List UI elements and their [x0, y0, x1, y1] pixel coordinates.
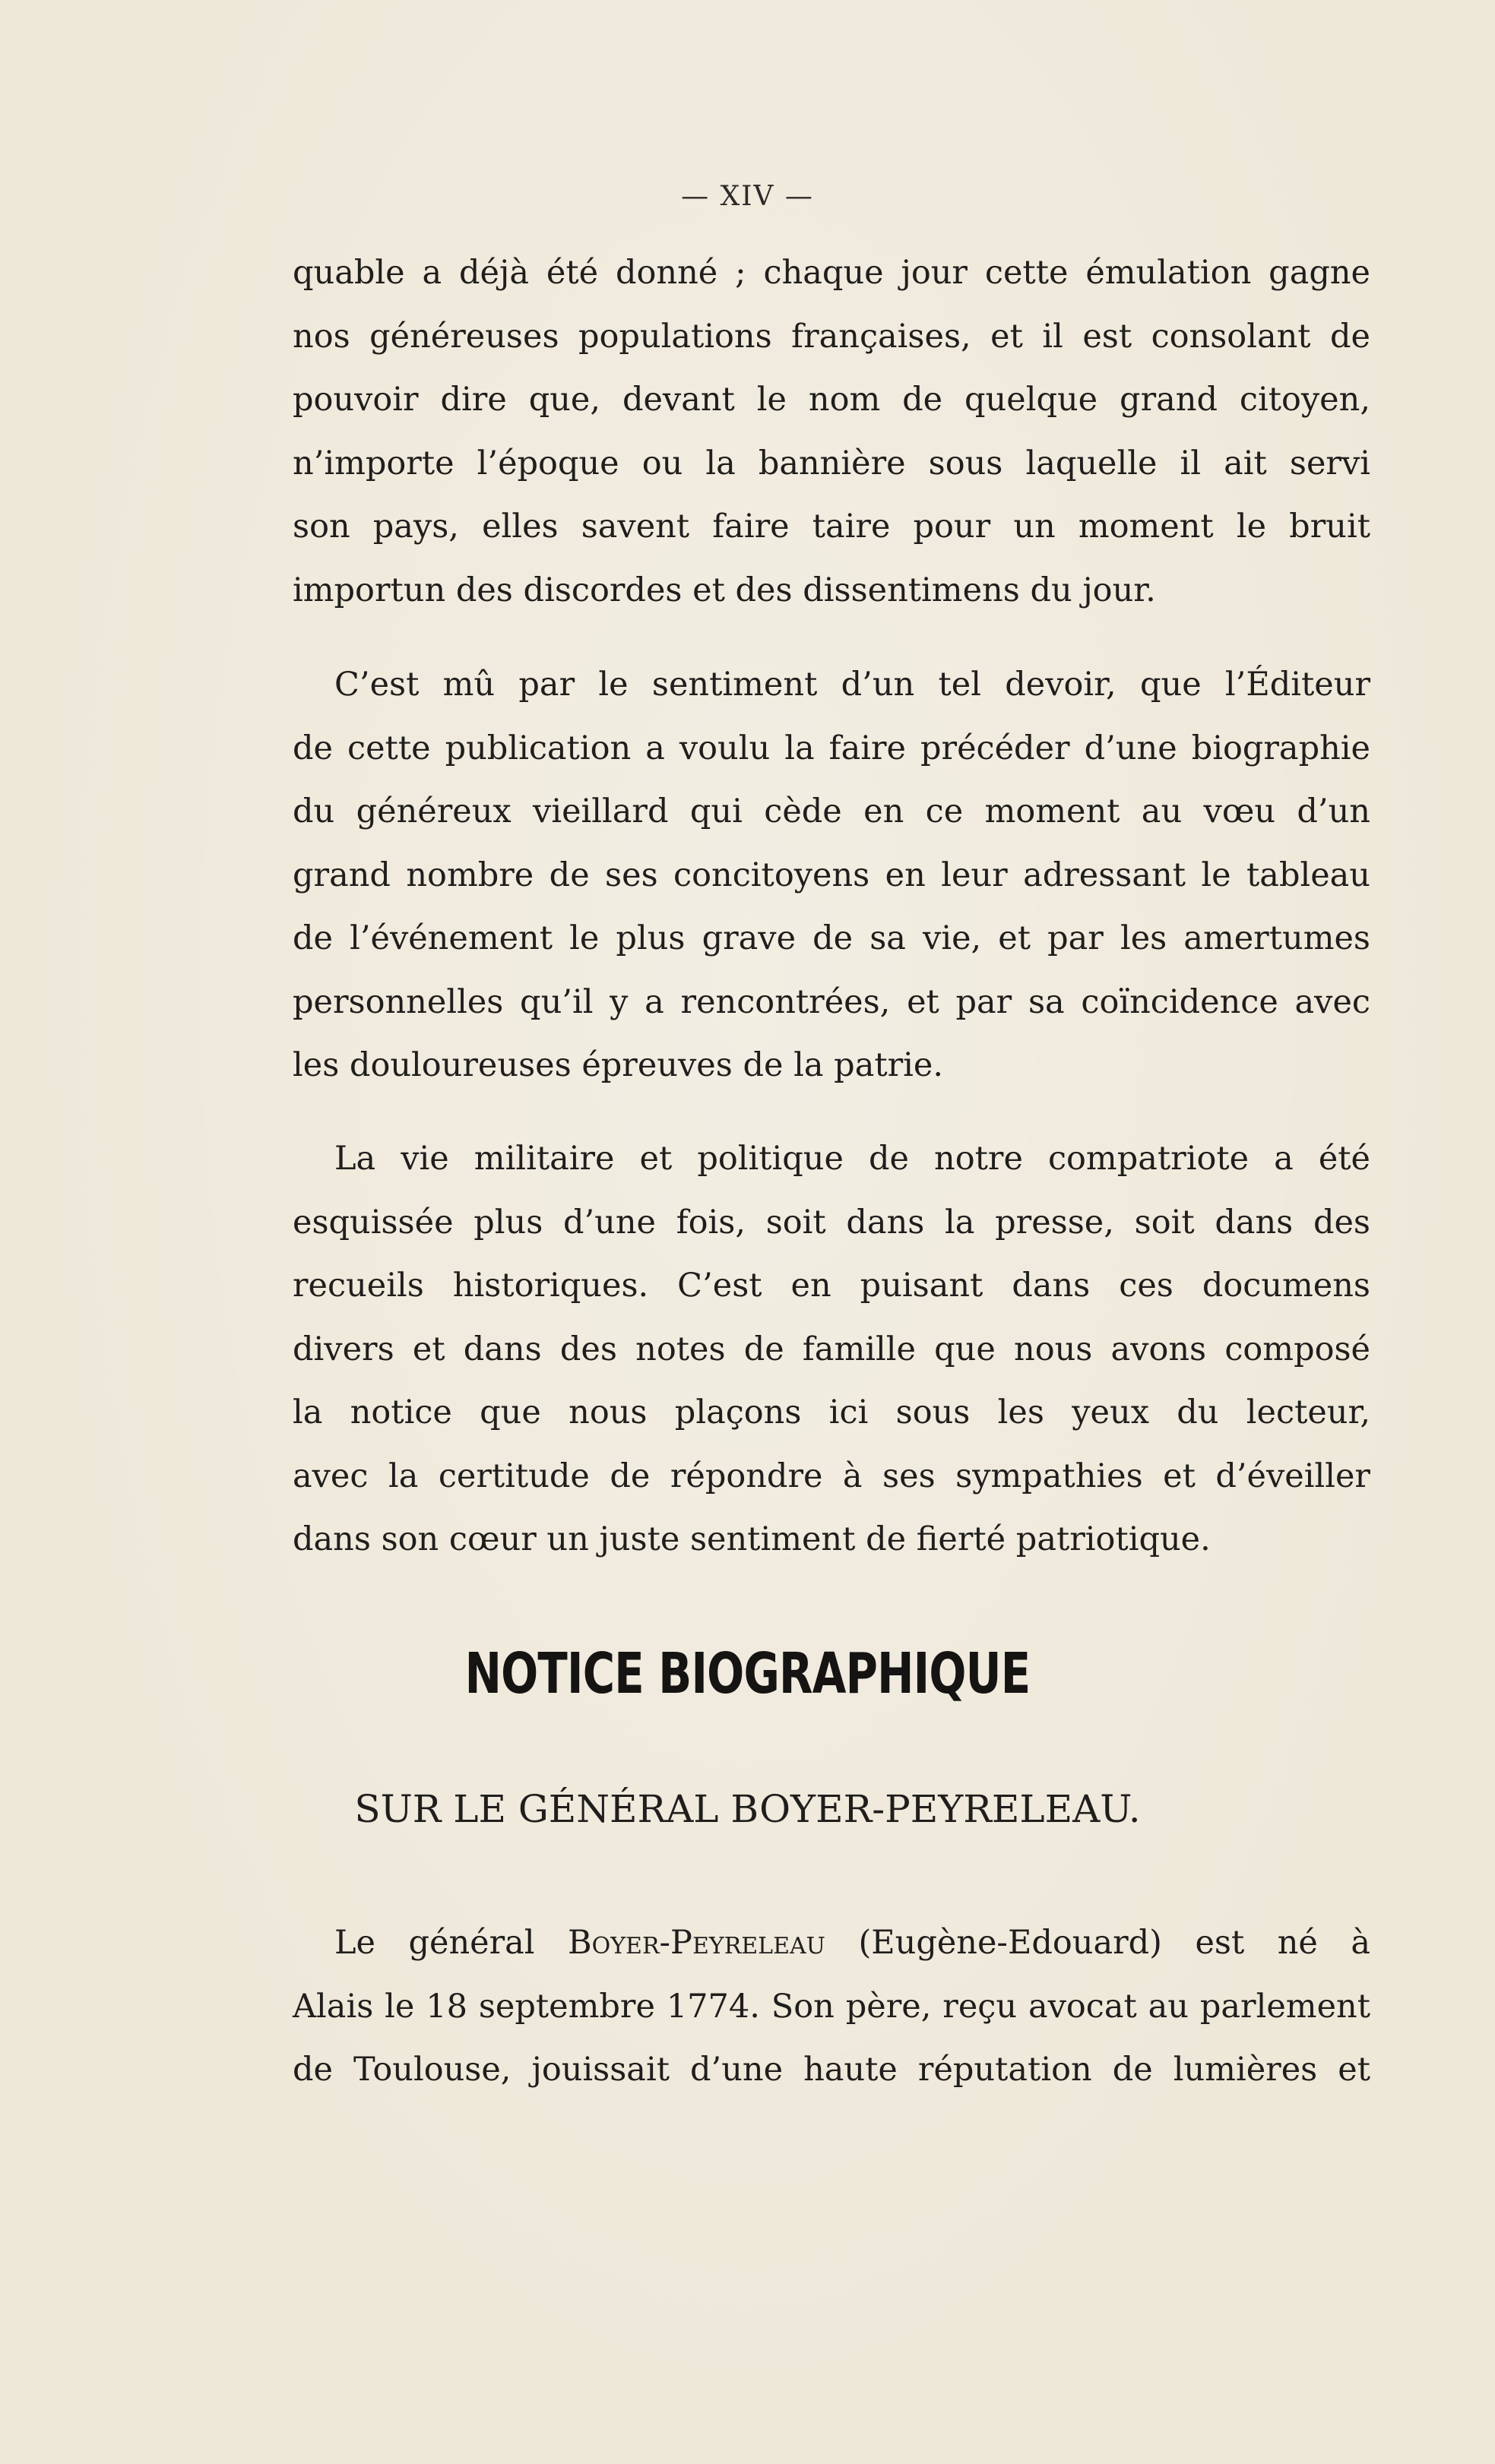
text-line: son pays, elles savent faire taire pour un moment le bruit: [293, 508, 1370, 546]
text-line: dans son cœur un juste sentiment de fierté patriotique.: [293, 1520, 1211, 1558]
text-line: pouvoir dire que, devant le nom de quelque grand citoyen,: [293, 381, 1370, 419]
text-line: nos généreuses populations françaises, et il est consolant de: [293, 317, 1370, 356]
paragraph-biography: [293, 1912, 1370, 2102]
text-line: La vie militaire et politique de notre compatriote a été: [334, 1140, 1370, 1178]
text-line: recueils historiques. C’est en puisant dans ces documens: [293, 1267, 1370, 1305]
section-subtitle: SUR LE GÉNÉRAL BOYER-PEYRELEAU.: [354, 1787, 1141, 1831]
paragraph-military-life: [293, 1128, 1370, 1572]
paragraph-editor: [293, 653, 1370, 1098]
text-line: divers et dans des notes de famille que nous avons composé: [293, 1330, 1370, 1368]
text-line: de Toulouse, jouissait d’une haute réputation de lumières et: [293, 2051, 1370, 2089]
text-run: Le général: [334, 1924, 569, 1962]
text-line: les douloureuses épreuves de la patrie.: [293, 1046, 944, 1084]
text-line: Alais le 18 septembre 1774. Son père, reçu avocat au parlement: [293, 1987, 1370, 2026]
page-number: — XIV —: [681, 181, 814, 212]
section-title: NOTICE BIOGRAPHIQUE: [464, 1641, 1031, 1706]
text-line: de cette publication a voulu la faire précéder d’une biographie: [293, 729, 1370, 767]
text-line: importun des discordes et des dissentimens du jour.: [293, 571, 1156, 609]
text-line: esquissée plus d’une fois, soit dans la presse, soit dans des: [293, 1203, 1370, 1241]
text-line: n’importe l’époque ou la bannière sous laquelle il ait servi: [293, 444, 1370, 482]
text-line: personnelles qu’il y a rencontrées, et par sa coïncidence avec: [293, 982, 1370, 1021]
general-name: Boyer-Peyreleau: [568, 1924, 825, 1962]
text-line: avec la certitude de répondre à ses sympathies et d’éveiller: [293, 1457, 1370, 1495]
text-line: du généreux vieillard qui cède en ce moment au vœu d’un: [293, 792, 1370, 830]
paragraph-continuation: [293, 242, 1370, 622]
text-run: (Eugène-Edouard) est né à: [825, 1924, 1370, 1962]
text-line: C’est mû par le sentiment d’un tel devoir, que l’Éditeur: [334, 666, 1370, 704]
text-line: de l’événement le plus grave de sa vie, et par les amertumes: [293, 919, 1370, 957]
text-line: [293, 1912, 1370, 1975]
text-line: grand nombre de ses concitoyens en leur adressant le tableau: [293, 856, 1370, 894]
text-line: la notice que nous plaçons ici sous les yeux du lecteur,: [293, 1393, 1370, 1431]
text-line: quable a déjà été donné ; chaque jour cette émulation gagne: [293, 254, 1370, 292]
